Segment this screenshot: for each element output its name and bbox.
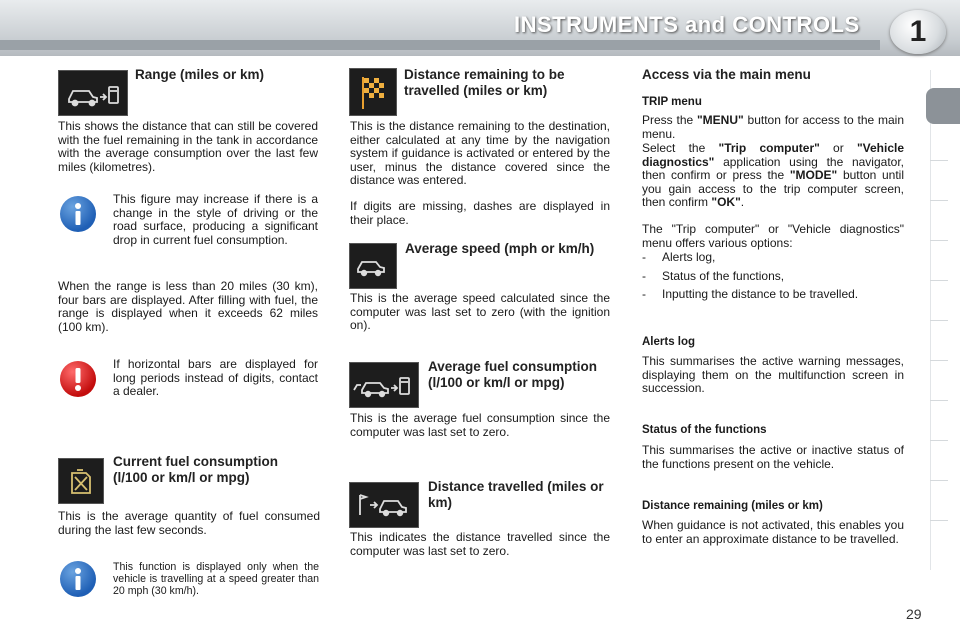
current-fuel-text: This is the average quantity of fuel consumed during the last few seconds. [58, 509, 320, 537]
distance-travelled-text: This indicates the distance travelled since the computer was last set to zero. [350, 530, 610, 558]
checkered-flag-icon [349, 68, 397, 116]
access-p1: Press the "MENU" button for access to the main menu. [642, 113, 904, 141]
rail-tick [930, 240, 948, 241]
access-p2: Select the "Trip computer" or "Vehicle diagnostics" application using the navigator, then confirm or press the "MODE" button until you gain access to the trip computer screen, then confirm "OK". [642, 141, 905, 210]
rail-tick [930, 160, 948, 161]
chapter-badge: 1 [890, 10, 946, 54]
distance-remaining-text: This is the distance remaining to the destination, either calculated at any time by the navigation system if guidance is activated or entered by the user, minus the distance covered since the distance was entered. [350, 119, 610, 188]
rail-tick [930, 280, 948, 281]
rail-tick [930, 400, 948, 401]
distance-remaining-menu-heading: Distance remaining (miles or km) [642, 500, 823, 512]
average-fuel-icon [349, 362, 419, 408]
options-list [642, 251, 904, 307]
trip-menu-heading: TRIP menu [642, 96, 702, 108]
range-car-icon [58, 70, 128, 116]
list-item: - Inputting the distance to be travelled. [642, 287, 859, 302]
alerts-log-text: This summarises the active warning messages, displaying them on the multifunction screen in succession. [642, 354, 904, 396]
average-speed-heading: Average speed (mph or km/h) [405, 241, 595, 256]
access-p3: The "Trip computer" or "Vehicle diagnostics" menu offers various options: [642, 222, 904, 250]
average-fuel-heading: Average fuel consumption (l/100 or km/l or mpg) [428, 359, 598, 390]
distance-remaining-menu-text: When guidance is not activated, this enables you to enter an approximate distance to be travelled. [642, 518, 904, 546]
page-title: INSTRUMENTS and CONTROLS [514, 12, 860, 37]
average-fuel-text: This is the average fuel consumption since the computer was last set to zero. [350, 411, 610, 439]
current-fuel-info-text: This function is displayed only when the vehicle is travelling at a speed greater than 20 mph (30 km/h). [113, 561, 319, 597]
list-item: - Status of the functions, [642, 268, 785, 283]
range-heading: Range (miles or km) [135, 67, 265, 82]
rail-tick [930, 520, 948, 521]
rail-tick [930, 200, 948, 201]
range-text-2: When the range is less than 20 miles (30 km), four bars are displayed. After filling with fuel, the range is displayed when it exceeds 62 miles (100 km). [58, 279, 318, 334]
alerts-log-heading: Alerts log [642, 336, 696, 348]
distance-remaining-heading: Distance remaining to be travelled (miles or km) [404, 67, 565, 98]
rail-tick [930, 480, 948, 481]
current-fuel-heading: Current fuel consumption (l/100 or km/l or mpg) [113, 454, 278, 485]
rail-tick [930, 320, 948, 321]
rail-tick [930, 360, 948, 361]
info-icon [60, 196, 96, 232]
list-item: - Alerts log, [642, 250, 716, 264]
range-text: This shows the distance that can still be covered with the fuel remaining in the tank in accordance with the average consumption over the last few miles (kilometres). [58, 119, 318, 174]
average-speed-text: This is the average speed calculated since the computer was last set to zero (with the ignition on). [350, 291, 610, 333]
rail-tick [930, 440, 948, 441]
distance-remaining-text-2: If digits are missing, dashes are displayed in their place. [350, 199, 610, 227]
fuel-can-icon [58, 458, 104, 504]
status-heading: Status of the functions [642, 424, 767, 436]
range-info-text: This figure may increase if there is a change in the style of driving or the road surface, producing a significant drop in current fuel consumption. [113, 192, 318, 247]
status-text: This summarises the active or inactive status of the functions present on the vehicle. [642, 443, 904, 471]
warning-icon [60, 361, 96, 397]
chapter-tab[interactable] [926, 88, 960, 124]
range-warning-text: If horizontal bars are displayed for long periods instead of digits, contact a dealer. [113, 357, 318, 399]
speed-car-icon [349, 243, 397, 289]
header-band [0, 40, 880, 50]
distance-travelled-icon [349, 482, 419, 528]
access-heading: Access via the main menu [642, 67, 811, 82]
distance-travelled-heading: Distance travelled (miles or km) [428, 479, 604, 510]
page-number: 29 [906, 606, 922, 622]
info-icon [60, 561, 96, 597]
